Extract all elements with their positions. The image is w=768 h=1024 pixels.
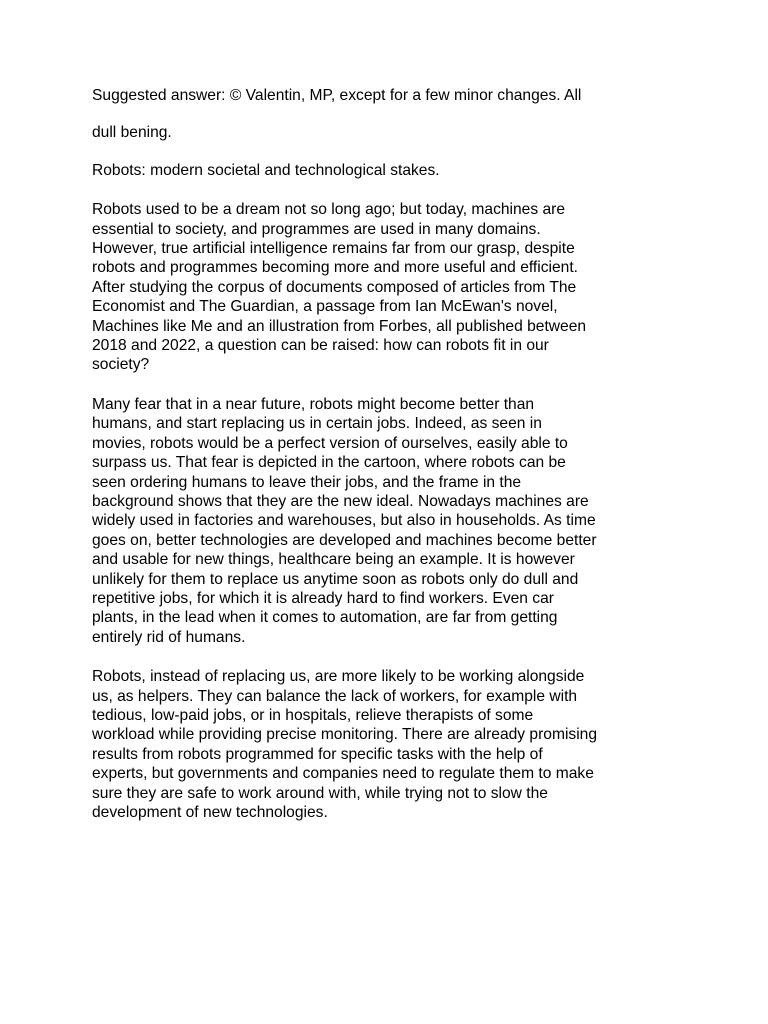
text-line: dull bening. — [92, 124, 172, 142]
header-line — [92, 86, 712, 105]
text-line: widely used in factories and warehouses, but also in households. As time — [92, 512, 596, 530]
text-line: Machines like Me and an illustration from Forbes, all published between — [92, 317, 587, 335]
text-line: Robots: modern societal and technological stakes. — [92, 161, 440, 179]
text-line: plants, in the lead when it comes to automation, are far from getting — [92, 609, 558, 627]
document-page — [92, 86, 712, 822]
text-line: society? — [92, 356, 150, 374]
text-line: experts, but governments and companies need to regulate them to make — [92, 765, 594, 783]
text-line: workload while providing precise monitoring. There are already promising — [92, 726, 598, 744]
text-line: development of new technologies. — [92, 804, 328, 821]
header-line-2 — [92, 123, 712, 142]
text-line: Economist and The Guardian, a passage from Ian McEwan's novel, — [92, 298, 558, 316]
text-line: goes on, better technologies are developed and machines become better — [92, 531, 597, 549]
text-line: background shows that they are the new ideal. Nowadays machines are — [92, 492, 589, 510]
text-line: essential to society, and programmes are used in many domains. — [92, 220, 541, 238]
text-line: tedious, low-paid jobs, or in hospitals, relieve therapists of some — [92, 706, 534, 724]
text-line: us, as helpers. They can balance the lack of workers, for example with — [92, 687, 578, 705]
text-line: surpass us. That fear is depicted in the cartoon, where robots can be — [92, 454, 566, 472]
text-line: sure they are safe to work around with, while trying not to slow the — [92, 784, 548, 802]
paragraph-intro — [92, 200, 712, 375]
text-line: results from robots programmed for specific tasks with the help of — [92, 745, 543, 763]
paragraph-helpers — [92, 667, 712, 822]
text-line: repetitive jobs, for which it is already hard to find workers. Even car — [92, 589, 554, 607]
text-line: robots and programmes becoming more and more useful and efficient. — [92, 259, 578, 277]
text-line: and usable for new things, healthcare being an example. It is however — [92, 551, 575, 569]
text-line: However, true artificial intelligence remains far from our grasp, despite — [92, 240, 575, 258]
text-line: unlikely for them to replace us anytime soon as robots only do dull and — [92, 570, 579, 588]
text-line: humans, and start replacing us in certain jobs. Indeed, as seen in — [92, 415, 542, 433]
paragraph-fear — [92, 395, 712, 647]
text-line: 2018 and 2022, a question can be raised: how can robots fit in our — [92, 337, 549, 355]
text-line: entirely rid of humans. — [92, 628, 246, 646]
text-line: Robots, instead of replacing us, are more likely to be working alongside — [92, 668, 585, 686]
text-line: Suggested answer: © Valentin, MP, except for a few minor changes. All — [92, 87, 582, 104]
text-line: Many fear that in a near future, robots might become better than — [92, 395, 535, 413]
text-line: After studying the corpus of documents composed of articles from The — [92, 278, 577, 296]
text-line: movies, robots would be a perfect version of ourselves, easily able to — [92, 434, 568, 452]
text-line: seen ordering humans to leave their jobs, and the frame in the — [92, 473, 522, 491]
document-title — [92, 161, 712, 180]
text-line: Robots used to be a dream not so long ago; but today, machines are — [92, 201, 566, 219]
